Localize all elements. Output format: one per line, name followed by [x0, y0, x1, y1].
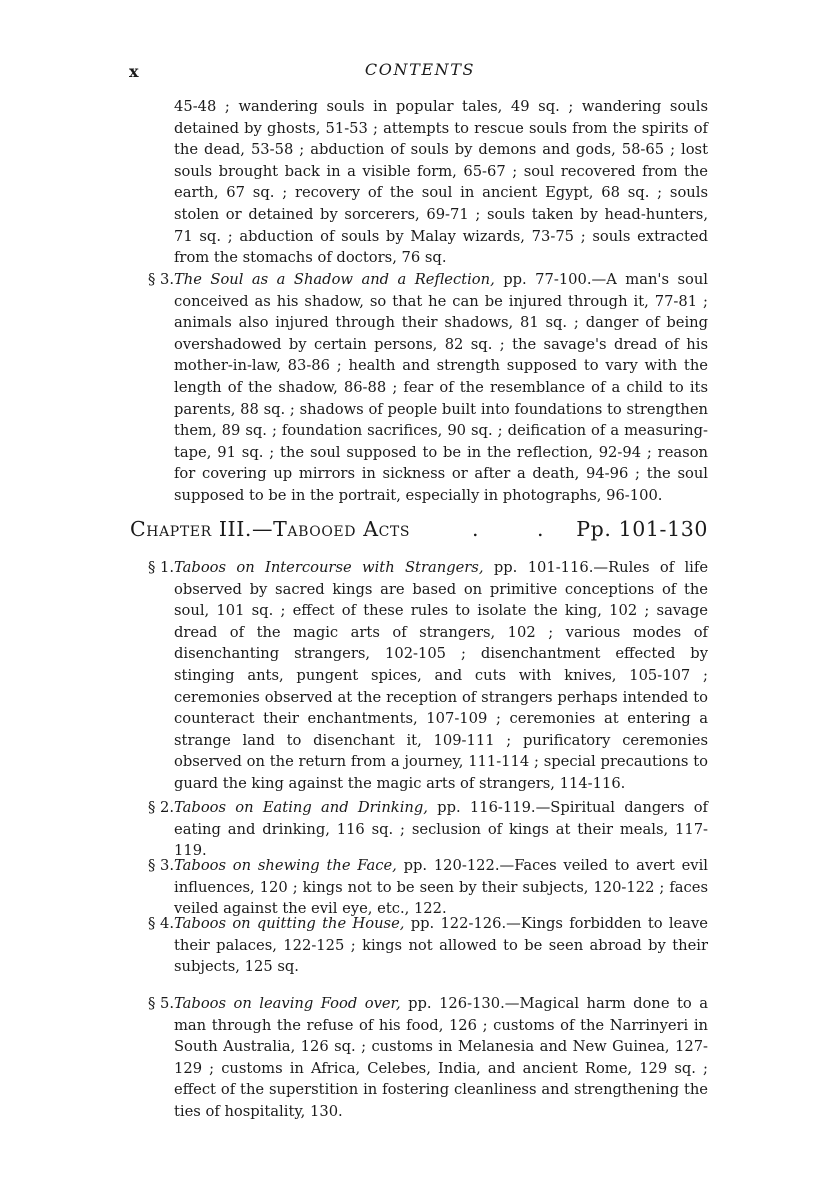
section-title: Taboos on leaving Food over,	[174, 995, 401, 1012]
section-entry	[148, 855, 708, 920]
section-marker: § 3.	[148, 271, 175, 288]
section-entry	[148, 913, 708, 978]
section-text: pp. 101-116.—Rules of life observed by sacred kings are based on primitive conceptions of the soul, 101 sq. ; effect of these rules to isolate the king, 102 ; savage dread of the magic arts of strangers, 102 ; various modes of disenchanting strangers, 102-105 ; disenchantment effected by stinging ants, pungent spices, and cuts with knives, 105-107 ; ceremonies observed at the reception of strangers perhaps intended to counteract their enchantments, 107-109 ; ceremonies at entering a strange land to disenchant it, 109-111 ; purificatory ceremonies observed on the return from a journey, 111-114 ; special precautions to guard the king against the magic arts of strangers, 114-116.	[174, 559, 709, 792]
page-number: x	[129, 62, 139, 81]
running-title: CONTENTS	[364, 60, 476, 79]
section-text: pp. 126-130.—Magical harm done to a man through the refuse of his food, 126 ; customs of the Narrinyeri in South Australia, 126 sq. ; customs in Melanesia and New Guinea, 127-129 ; customs in Africa, Celebes, India, and ancient Rome, 129 sq. ; effect of the superstition in fostering cleanliness and strengthening the ties of hospitality, 130.	[174, 995, 708, 1120]
section-entry	[148, 797, 708, 862]
section-title: Taboos on quitting the House,	[174, 915, 405, 932]
section-title: Taboos on shewing the Face,	[174, 857, 397, 874]
section-text: pp. 120-122.—Faces veiled to avert evil influences, 120 ; kings not to be seen by their subjects, 120-122 ; faces veiled against the evil eye, etc., 122.	[174, 857, 708, 918]
section-text: pp. 116-119.—Spiritual dangers of eating and drinking, 116 sq. ; seclusion of kings at their meals, 117-119.	[174, 799, 708, 860]
section-title: Taboos on Intercourse with Strangers,	[174, 559, 484, 576]
section-entry	[148, 557, 708, 795]
section-entry	[148, 993, 708, 1123]
chapter-heading	[130, 517, 708, 541]
section-marker: § 3.	[148, 857, 175, 874]
section-marker: § 2.	[148, 799, 175, 816]
chapter-title: Chapter III.—Tabooed Acts	[130, 517, 411, 541]
section-marker: § 1.	[148, 559, 175, 576]
section-marker: § 5.	[148, 995, 175, 1012]
continued-paragraph: 45-48 ; wandering souls in popular tales, 49 sq. ; wandering souls detained by ghosts, 51-53 ; attempts to rescue souls from the spirits of the dead, 53-58 ; abduction of souls by demons and gods, 58-65 ; lost souls brought back in a visible form, 65-67 ; soul recovered from the earth, 67 sq. ; recovery of the soul in ancient Egypt, 68 sq. ; souls stolen or detained by sorcerers, 69-71 ; souls taken by head-hunters, 71 sq. ; abduction of souls by Malay wizards, 73-75 ; souls extracted from the stomachs of doctors, 76 sq.	[174, 98, 708, 267]
section-text: pp. 122-126.—Kings forbidden to leave their palaces, 122-125 ; kings not allowed to be seen abroad by their subjects, 125 sq.	[174, 915, 708, 976]
section-entry	[148, 269, 708, 507]
section-title: Taboos on Eating and Drinking,	[174, 799, 428, 816]
section-title: The Soul as a Shadow and a Reflection,	[174, 271, 495, 288]
chapter-leader-dots: . .	[472, 517, 570, 541]
chapter-pages: Pp. 101-130	[576, 517, 708, 541]
section-marker: § 4.	[148, 915, 175, 932]
section-text: pp. 77-100.—A man's soul conceived as his shadow, so that he can be injured through it, 77-81 ; animals also injured through their shadows, 81 sq. ; danger of being overshadowed by certain persons, 82 sq. ; the savage's dread of his mother-in-law, 83-86 ; health and strength supposed to vary with the length of the shadow, 86-88 ; fear of the resemblance of a child to its parents, 88 sq. ; shadows of people built into foundations to strengthen them, 89 sq. ; foundation sacrifices, 90 sq. ; deification of a measuring-tape, 91 sq. ; the soul supposed to be in the reflection, 92-94 ; reason for covering up mirrors in sickness or after a death, 94-96 ; the soul supposed to be in the portrait, especially in photographs, 96-100.	[174, 271, 708, 504]
